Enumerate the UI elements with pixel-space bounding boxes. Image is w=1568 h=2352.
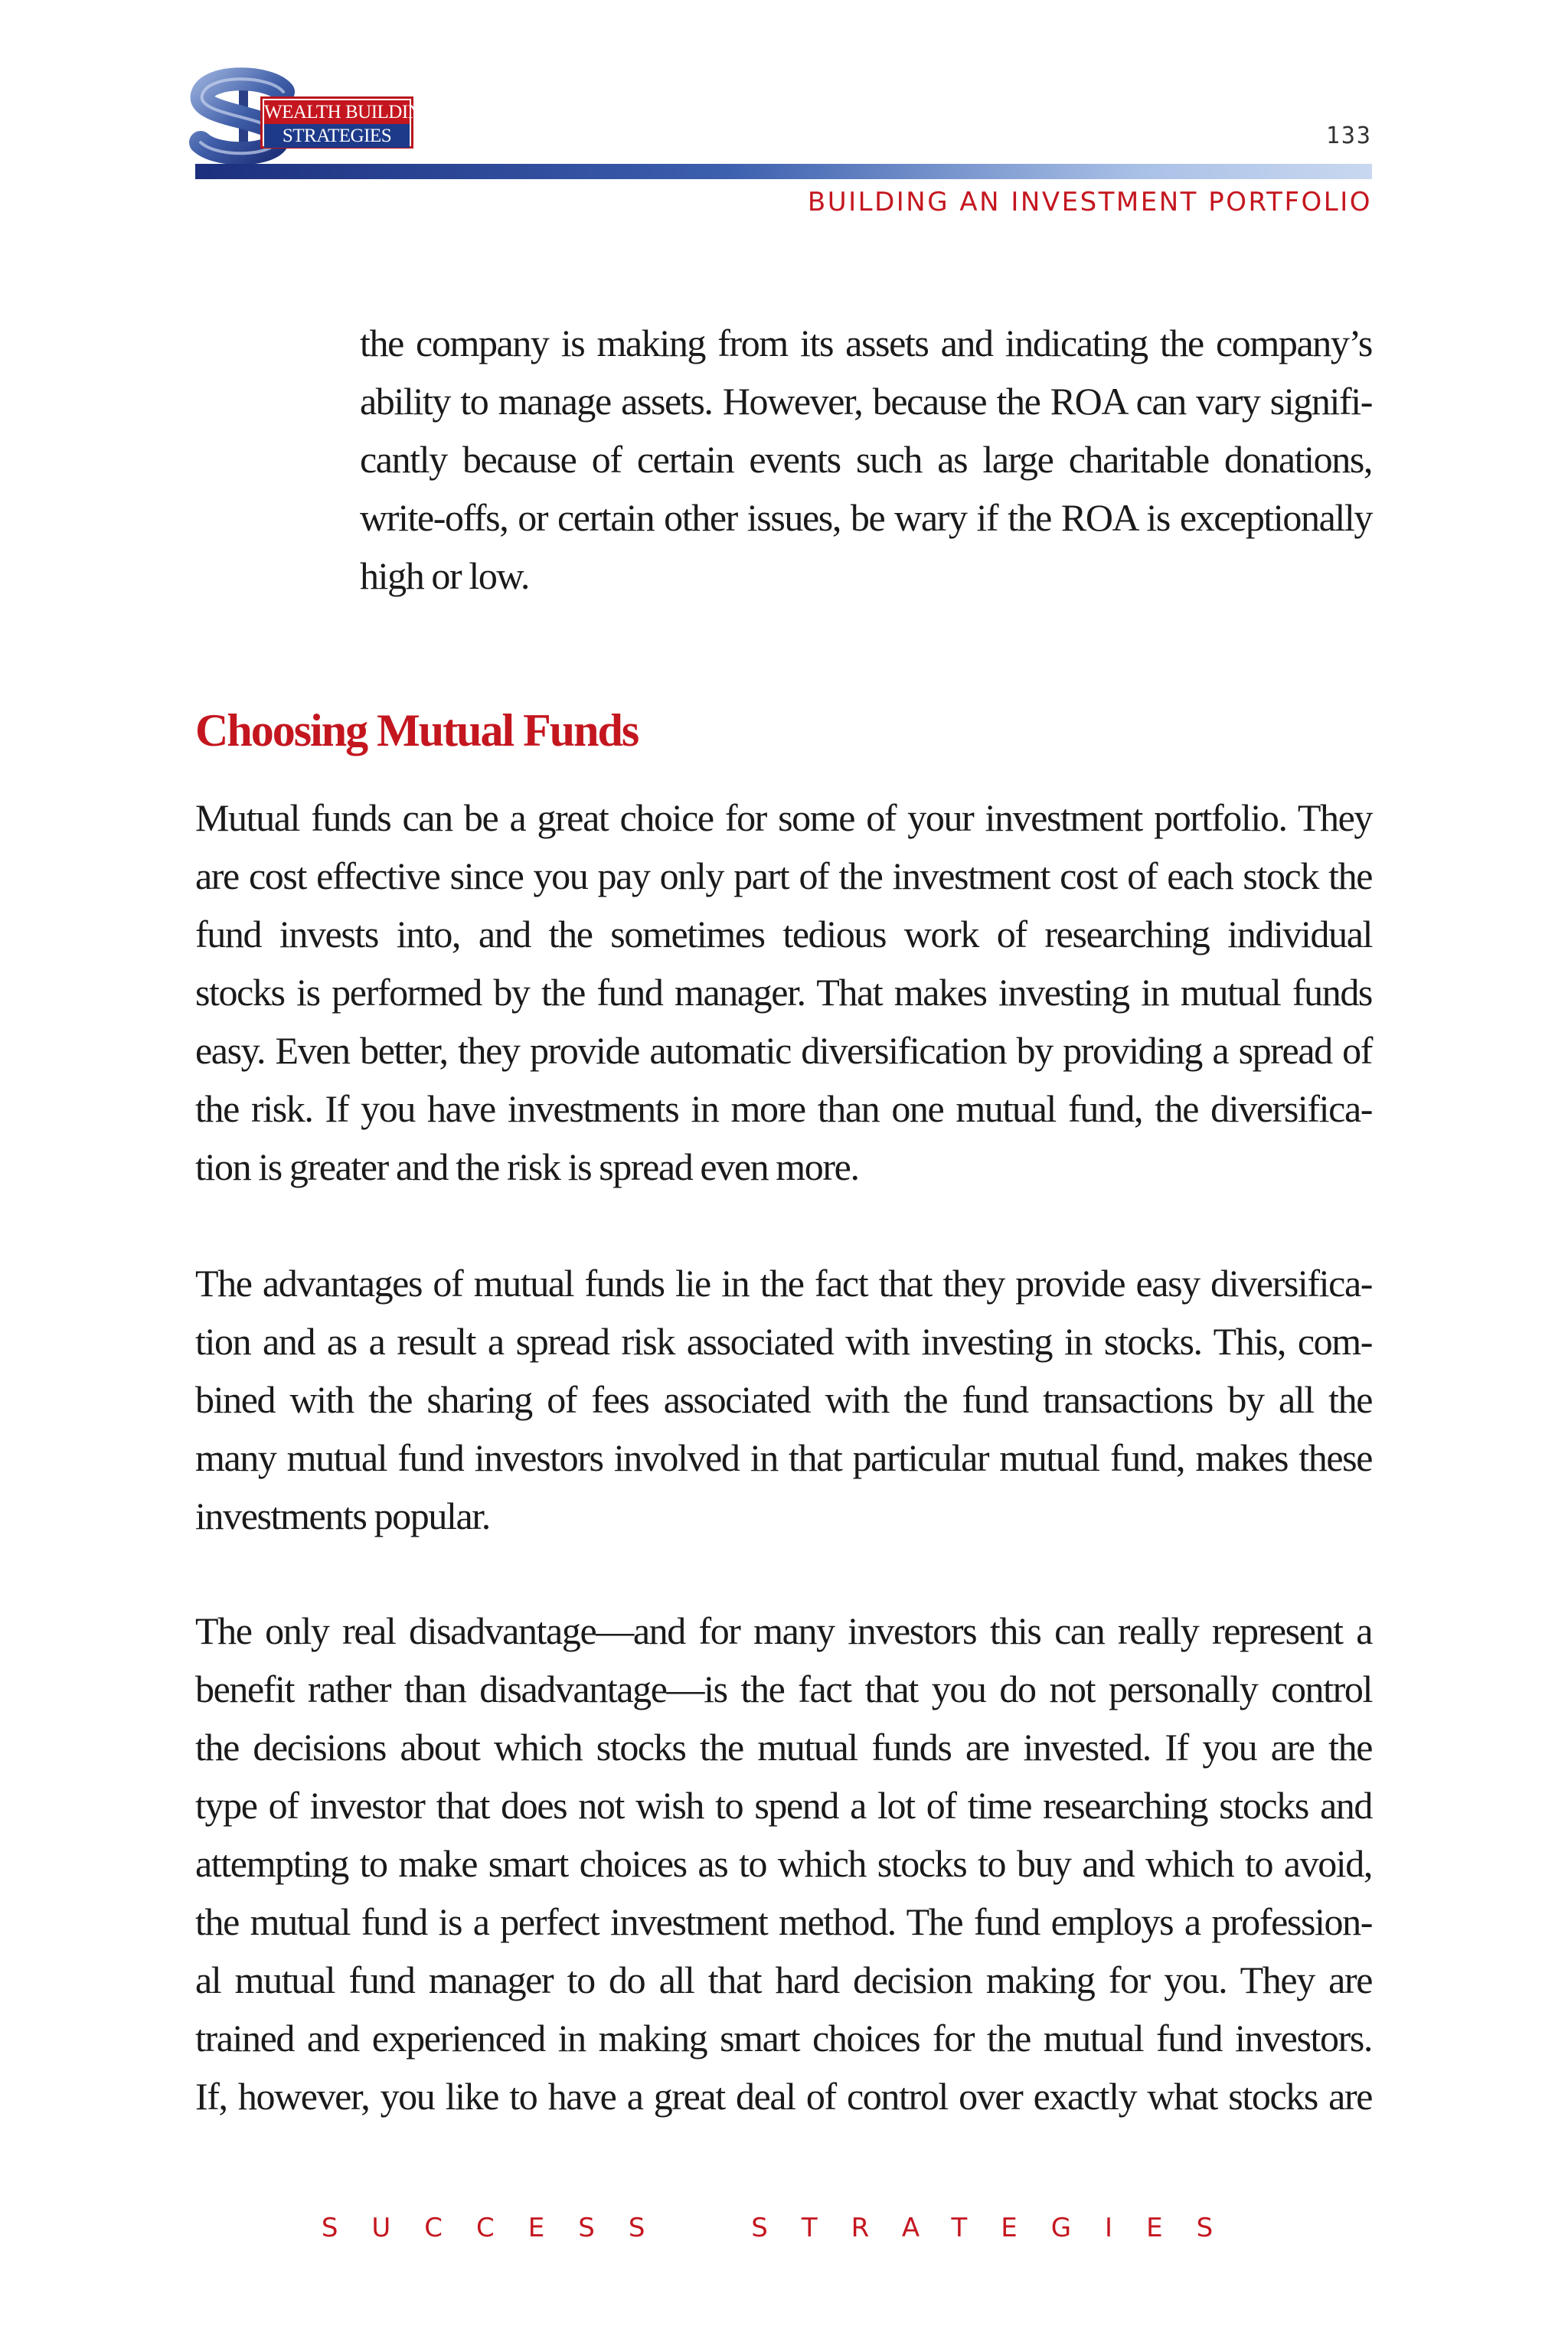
text-line: the risk. If you have investments in more than one mutual fund, the diversifica- (195, 1087, 1372, 1130)
paragraph (195, 789, 1372, 1196)
running-footer: SUCCESS STRATEGIES (321, 2213, 1247, 2243)
paragraph (195, 1254, 1372, 1545)
text-line: Mutual funds can be a great choice for some of your investment portfolio. They (195, 796, 1372, 839)
text-line: The only real disadvantage—and for many investors this can really represent a (195, 1609, 1372, 1652)
text-line: cantly because of certain events such as large charitable donations, (360, 438, 1372, 481)
running-header-title: BUILDING AN INVESTMENT PORTFOLIO (807, 187, 1372, 217)
text-line: the decisions about which stocks the mutual funds are invested. If you are the (195, 1726, 1372, 1769)
text-line: al mutual fund manager to do all that hard decision making for you. They are (195, 1958, 1372, 2001)
text-line: write-offs, or certain other issues, be wary if the ROA is exceptionally (360, 496, 1372, 539)
paragraph (195, 1602, 1372, 2125)
text-line: fund invests into, and the sometimes tedious work of researching individual (195, 913, 1372, 956)
text-line: investments popular. (195, 1494, 490, 1537)
wealth-building-strategies-logo (193, 69, 435, 168)
section-heading: Choosing Mutual Funds (195, 705, 639, 756)
header-rule (195, 164, 1372, 179)
logo-text-bottom: STRATEGIES (264, 124, 410, 148)
logo-text-top: WEALTH BUILDING (264, 102, 435, 122)
text-line: tion is greater and the risk is spread even more. (195, 1145, 859, 1188)
page-number: 133 (1325, 122, 1372, 149)
continuation-paragraph (360, 314, 1372, 605)
text-line: trained and experienced in making smart choices for the mutual fund investors. (195, 2017, 1372, 2060)
text-line: bined with the sharing of fees associated with the fund transactions by all the (195, 1378, 1372, 1421)
text-line: If, however, you like to have a great deal of control over exactly what stocks are (195, 2075, 1372, 2118)
text-line: many mutual fund investors involved in that particular mutual fund, makes these (195, 1436, 1372, 1479)
text-line: benefit rather than disadvantage—is the fact that you do not personally control (195, 1668, 1372, 1710)
text-line: tion and as a result a spread risk associated with investing in stocks. This, com- (195, 1320, 1372, 1363)
text-line: stocks is performed by the fund manager. That makes investing in mutual funds (195, 971, 1372, 1014)
text-line: high or low. (360, 554, 529, 597)
logo-badge (260, 96, 435, 149)
text-line: are cost effective since you pay only part of the investment cost of each stock the (195, 854, 1372, 897)
text-line: ability to manage assets. However, because the ROA can vary signifi- (360, 380, 1372, 423)
text-line: easy. Even better, they provide automatic diversification by providing a spread of (195, 1029, 1372, 1072)
text-line: attempting to make smart choices as to which stocks to buy and which to avoid, (195, 1842, 1372, 1885)
text-line: The advantages of mutual funds lie in the fact that they provide easy diversifica- (195, 1262, 1372, 1305)
text-line: type of investor that does not wish to spend a lot of time researching stocks and (195, 1784, 1372, 1827)
text-line: the company is making from its assets and indicating the company’s (360, 322, 1372, 364)
text-line: the mutual fund is a perfect investment method. The fund employs a profession- (195, 1900, 1372, 1943)
